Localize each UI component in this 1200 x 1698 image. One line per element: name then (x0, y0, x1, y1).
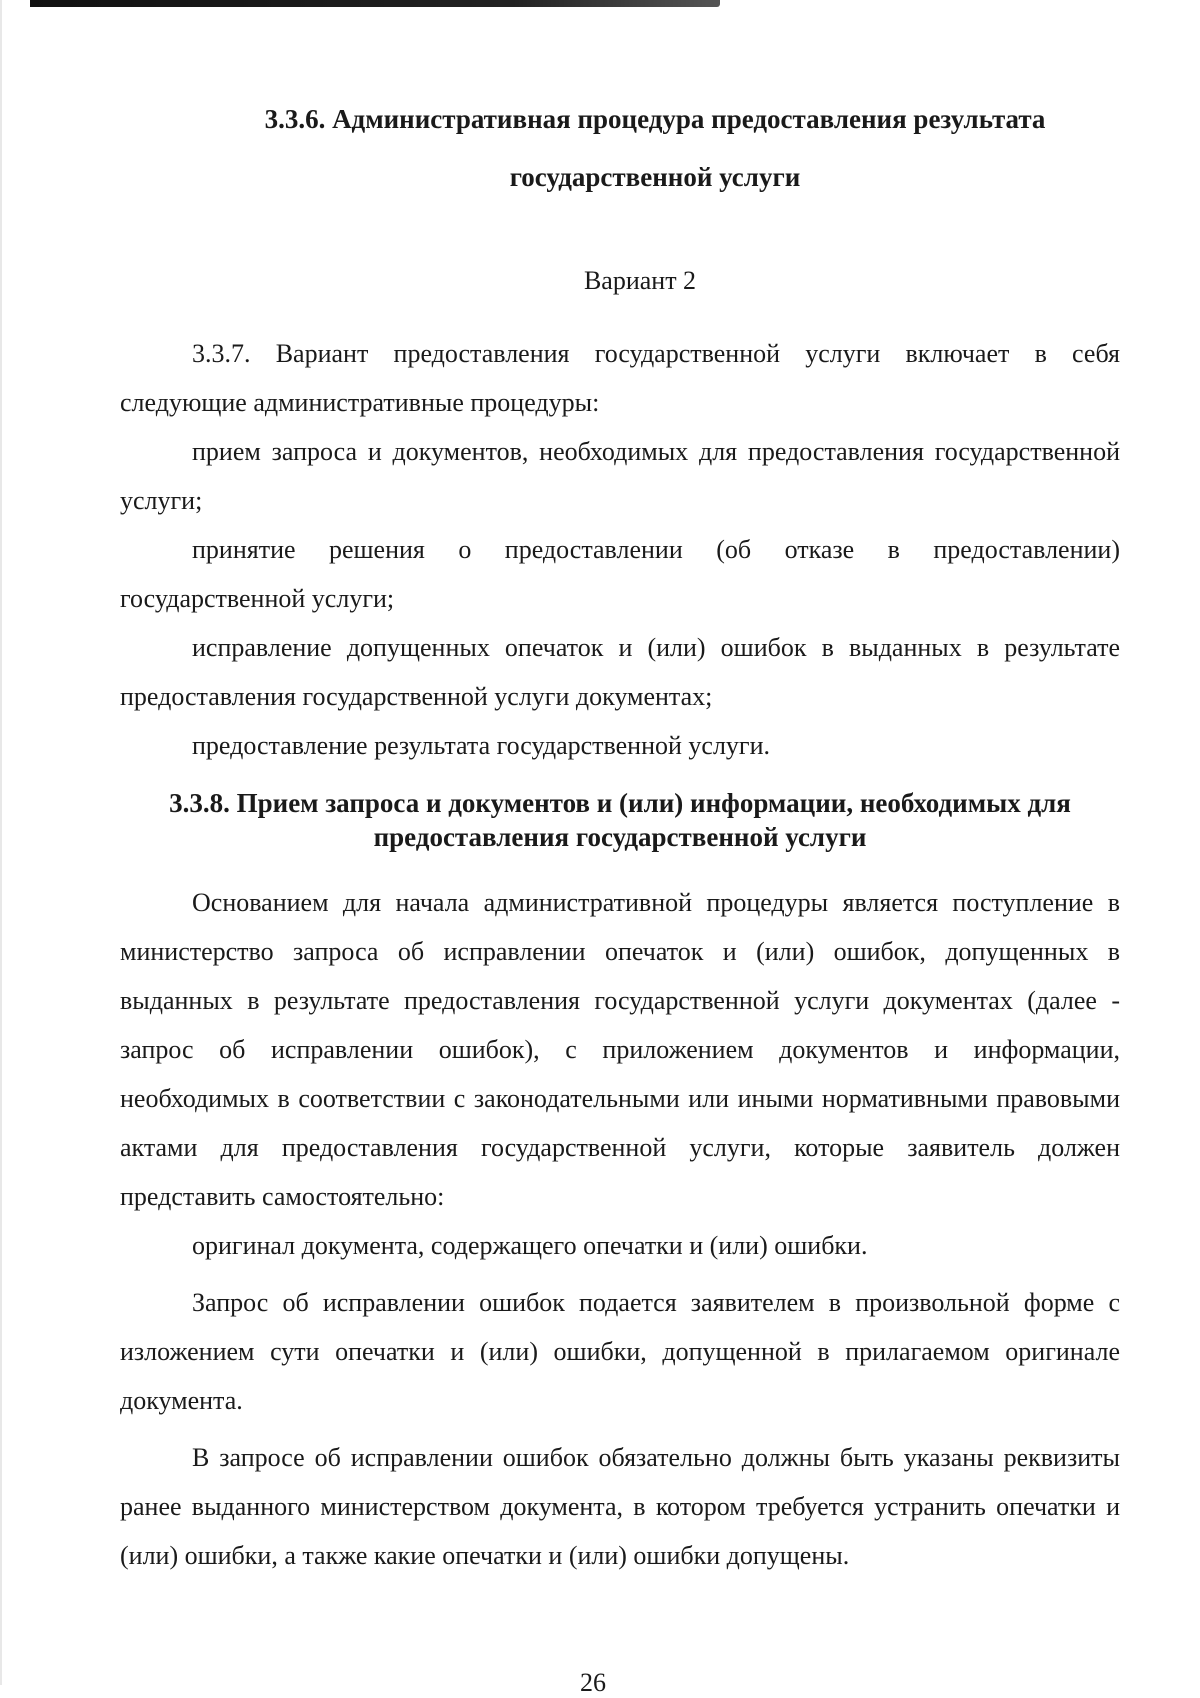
section-heading-3-3-6 (120, 90, 1120, 206)
list-item: предоставление результата государственной услуги. (192, 731, 771, 760)
page-number: 26 (580, 1668, 606, 1697)
variant-label: Вариант 2 (583, 266, 697, 295)
paragraph: Основанием для начала административной процедуры является поступление в министерство запроса об исправлении опечаток и (или) ошибок, допущенных в выданных в результате предоставления государственной услуги документах (далее - запрос об исправлении ошибок), с приложением документов и информации, необходимых в соответствии с законодательными или иными нормативными правовыми актами для предоставления государственной услуги, которые заявитель должен представить самостоятельно: (120, 888, 1120, 1211)
heading-line: 3.3.8. Прием запроса и документов и (или) информации, необходимых для (169, 788, 1071, 818)
list-item: исправление допущенных опечаток и (или) ошибок в выданных в результате предоставления государственной услуги документах; (120, 633, 1120, 711)
heading-line: государственной услуги (509, 162, 801, 192)
top-rule (30, 0, 720, 7)
paragraph: оригинал документа, содержащего опечатки и (или) ошибки. (192, 1231, 868, 1260)
list-item: принятие решения о предоставлении (об отказе в предоставлении) государственной услуги; (120, 535, 1120, 613)
paragraph: 3.3.7. Вариант предоставления государственной услуги включает в себя следующие административные процедуры: (120, 339, 1120, 417)
paragraph: Запрос об исправлении ошибок подается заявителем в произвольной форме с изложением сути опечатки и (или) ошибки, допущенной в прилагаемом оригинале документа. (120, 1288, 1120, 1415)
document-page (120, 90, 1120, 1580)
list-item: прием запроса и документов, необходимых для предоставления государственной услуги; (120, 437, 1120, 515)
section-heading-3-3-8 (120, 786, 1120, 854)
heading-line: предоставления государственной услуги (373, 822, 867, 852)
heading-line: 3.3.6. Административная процедура предоставления результата (264, 104, 1046, 134)
scan-edge (0, 0, 2, 1685)
paragraph: В запросе об исправлении ошибок обязательно должны быть указаны реквизиты ранее выданного министерством документа, в котором требуется устранить опечатки и (или) ошибки, а также какие опечатки и (или) ошибки допущены. (120, 1443, 1120, 1570)
